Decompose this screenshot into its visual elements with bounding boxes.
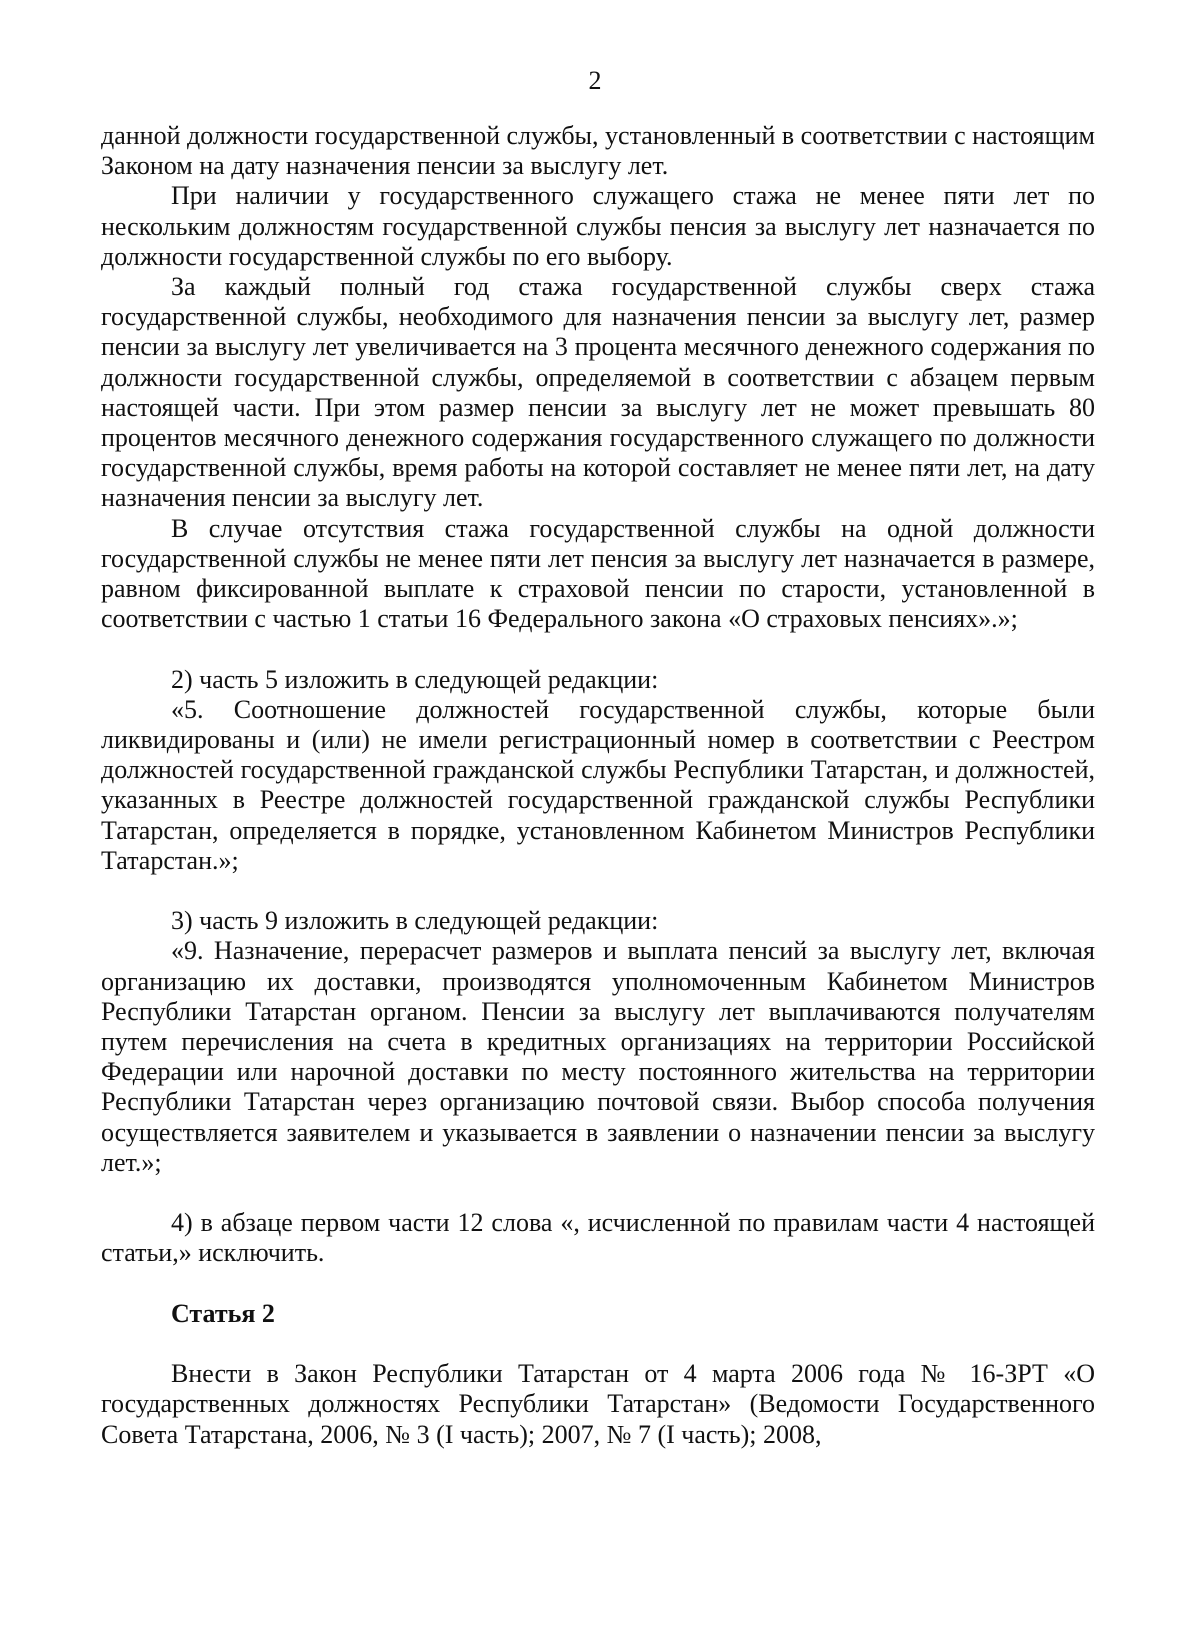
page-number: 2 [588, 66, 602, 95]
amendment-item-4: 4) в абзаце первом части 12 слова «, исчисленной по правилам части 4 настоящей статьи,» исключить. [101, 1208, 1095, 1268]
document-body [101, 121, 1095, 1450]
paragraph-part-5: «5. Соотношение должностей государственной службы, которые были ликвидированы и (или) не имели регистрационный номер в соответствии с Реестром должностей государственной гражданской службы Республики Татарстан, и должностей, указанных в Реестре должностей государственной гражданской службы Республики Татарстан, определяется в порядке, установленном Кабинетом Министров Республики Татарстан.»; [101, 694, 1095, 875]
blank-line [101, 876, 1095, 906]
blank-line [101, 1269, 1095, 1299]
paragraph-several-positions: При наличии у государственного служащего стажа не менее пяти лет по нескольким должностям государственной службы пенсия за выслугу лет назначается по должности государственной службы по его выбору. [101, 181, 1095, 271]
paragraph-no-service-length: В случае отсутствия стажа государственной службы на одной должности государственной службы не менее пяти лет пенсия за выслугу лет назначается в размере, равном фиксированной выплате к страховой пенсии по старости, установленной в соответствии с частью 1 статьи 16 Федерального закона «О страховых пенсиях».»; [101, 513, 1095, 634]
blank-line [101, 1178, 1095, 1208]
amendment-item-3: 3) часть 9 изложить в следующей редакции: [171, 906, 659, 936]
blank-line [101, 1329, 1095, 1359]
paragraph-article-2: Внести в Закон Республики Татарстан от 4 марта 2006 года № 16-ЗРТ «О государственных должностях Республики Татарстан» (Ведомости Государственного Совета Татарстана, 2006, № 3 (I часть); 2007, № 7 (I часть); 2008, [101, 1359, 1095, 1449]
paragraph-continuation: данной должности государственной службы, установленный в соответствии с настоящим Законом на дату назначения пенсии за выслугу лет. [101, 121, 1095, 181]
paragraph-pension-increase: За каждый полный год стажа государственной службы сверх стажа государственной службы, необходимого для назначения пенсии за выслугу лет, размер пенсии за выслугу лет увеличивается на 3 процента месячного денежного содержания по должности государственной службы, определяемой в соответствии с абзацем первым настоящей части. При этом размер пенсии за выслугу лет не может превышать 80 процентов месячного денежного содержания государственного служащего по должности государственной службы, время работы на которой составляет не менее пяти лет, на дату назначения пенсии за выслугу лет. [101, 272, 1095, 513]
paragraph-part-9: «9. Назначение, перерасчет размеров и выплата пенсий за выслугу лет, включая организацию их доставки, производятся уполномоченным Кабинетом Министров Республики Татарстан органом. Пенсии за выслугу лет выплачиваются получателям путем перечисления на счета в кредитных организациях на территории Российской Федерации или нарочной доставки по месту постоянного жительства на территории Республики Татарстан через организацию почтовой связи. Выбор способа получения осуществляется заявителем и указывается в заявлении о назначении пенсии за выслугу лет.»; [101, 936, 1095, 1177]
article-2-heading: Статья 2 [171, 1298, 275, 1328]
blank-line [101, 634, 1095, 664]
amendment-item-2: 2) часть 5 изложить в следующей редакции: [171, 664, 659, 694]
